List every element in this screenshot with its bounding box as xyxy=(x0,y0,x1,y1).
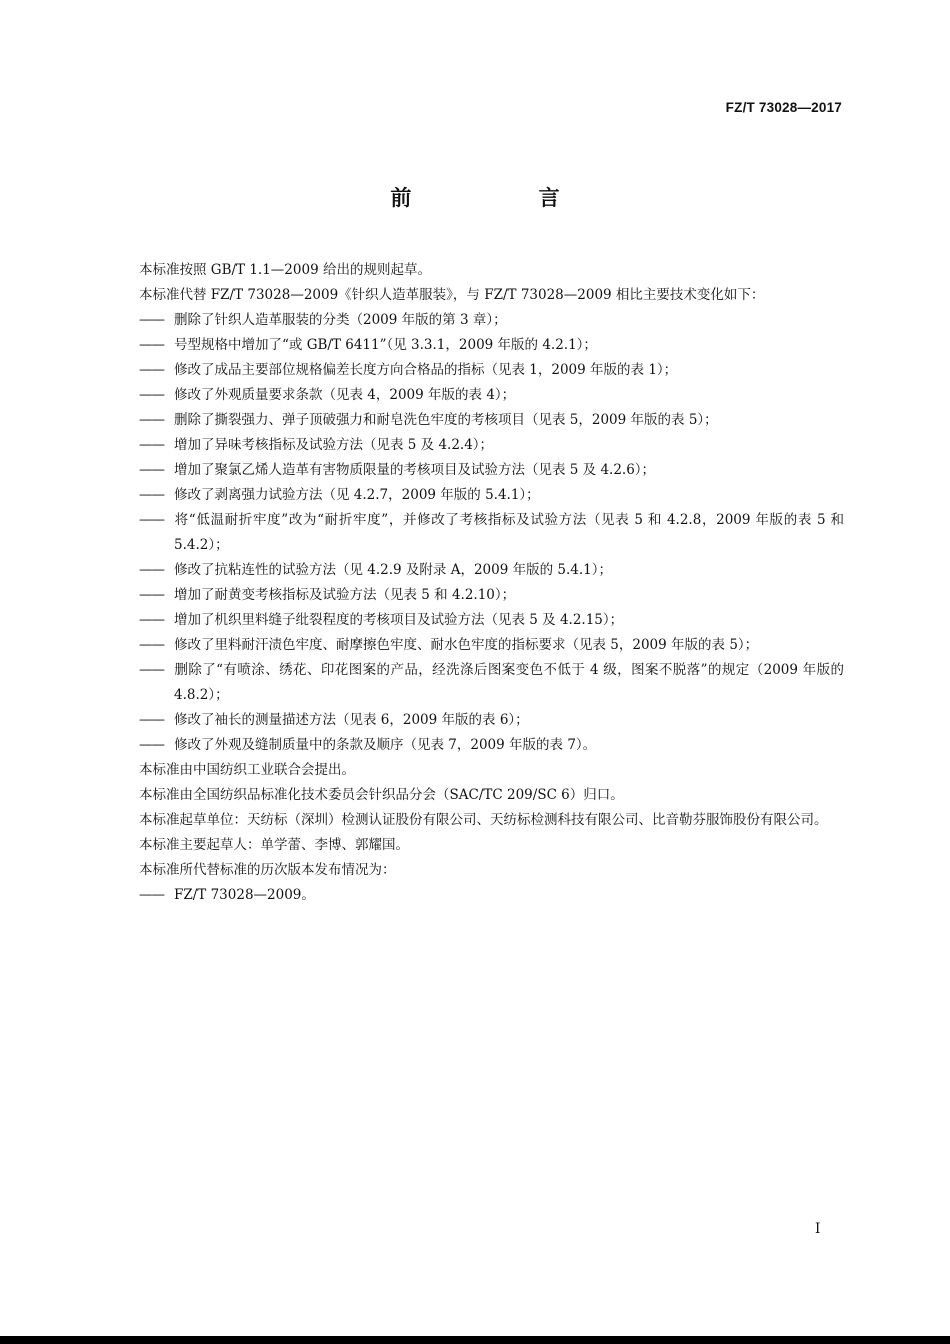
dash-marker: —— xyxy=(139,712,164,728)
dash-marker: —— xyxy=(139,462,164,478)
change-item xyxy=(108,708,844,733)
change-item xyxy=(108,508,844,558)
paragraph-history-intro: 本标准所代替标准的历次版本发布情况为： xyxy=(139,862,396,878)
dash-marker: —— xyxy=(139,437,164,453)
change-text: 号型规格中增加了“或 GB/T 6411”（见 3.3.1，2009 年版的 4.2.1）； xyxy=(174,337,597,353)
change-item xyxy=(108,733,844,758)
change-text: 修改了里料耐汗渍色牢度、耐摩擦色牢度、耐水色牢度的指标要求（见表 5，2009 年版的表 5）； xyxy=(174,637,759,653)
change-text: 将“低温耐折牢度”改为“耐折牢度”，并修改了考核指标及试验方法（见表 5 和 4.2.8，2009 年版的表 5 和 5.4.2）； xyxy=(174,512,844,553)
paragraph-drafters: 本标准主要起草人：单学蕾、李博、郭耀国。 xyxy=(139,837,409,853)
change-item xyxy=(108,358,844,383)
standard-code: FZ/T 73028—2017 xyxy=(725,100,842,115)
change-text: 增加了异味考核指标及试验方法（见表 5 及 4.2.4）； xyxy=(174,437,494,453)
dash-marker: —— xyxy=(139,512,164,528)
dash-marker: —— xyxy=(139,362,164,378)
change-item xyxy=(108,558,844,583)
page-title: 前 言 xyxy=(390,185,620,210)
change-text: 删除了“有喷涂、绣花、印花图案的产品，经洗涤后图案变色不低于 4 级，图案不脱落”的规定（2009 年版的 4.8.2）； xyxy=(174,662,844,703)
change-text: 修改了外观质量要求条款（见表 4，2009 年版的表 4）； xyxy=(174,387,516,403)
dash-marker: —— xyxy=(139,387,164,403)
history-item xyxy=(108,883,844,908)
change-text: 修改了外观及缝制质量中的条款及顺序（见表 7，2009 年版的表 7）。 xyxy=(174,737,597,753)
dash-marker: —— xyxy=(139,312,164,328)
change-item xyxy=(108,583,844,608)
change-item xyxy=(108,433,844,458)
dash-marker: —— xyxy=(139,887,164,903)
paragraph-committee: 本标准由全国纺织品标准化技术委员会针织品分会（SAC/TC 209/SC 6）归口。 xyxy=(139,787,624,803)
dash-marker: —— xyxy=(139,562,164,578)
change-text: 增加了耐黄变考核指标及试验方法（见表 5 和 4.2.10）； xyxy=(174,587,516,603)
paragraph-drafting-units: 本标准起草单位：天纺标（深圳）检测认证股份有限公司、天纺标检测科技有限公司、比音勒芬服饰股份有限公司。 xyxy=(139,812,828,828)
change-item xyxy=(108,333,844,358)
change-item xyxy=(108,308,844,333)
dash-marker: —— xyxy=(139,587,164,603)
dash-marker: —— xyxy=(139,337,164,353)
change-item xyxy=(108,408,844,433)
change-item xyxy=(108,633,844,658)
dash-marker: —— xyxy=(139,662,164,678)
change-text: 修改了抗粘连性的试验方法（见 4.2.9 及附录 A，2009 年版的 5.4.1）； xyxy=(174,562,613,578)
change-text: 修改了袖长的测量描述方法（见表 6，2009 年版的表 6）； xyxy=(174,712,529,728)
change-text: 增加了机织里料缝子纰裂程度的考核项目及试验方法（见表 5 及 4.2.15）； xyxy=(174,612,624,628)
paragraph-replacement: 本标准代替 FZ/T 73028—2009《针织人造革服装》，与 FZ/T 73028—2009 相比主要技术变化如下： xyxy=(139,287,765,303)
bottom-border xyxy=(0,1336,950,1344)
dash-marker: —— xyxy=(139,737,164,753)
change-item xyxy=(108,608,844,633)
dash-marker: —— xyxy=(139,412,164,428)
paragraph-proposer: 本标准由中国纺织工业联合会提出。 xyxy=(139,762,355,778)
dash-marker: —— xyxy=(139,612,164,628)
change-text: 修改了成品主要部位规格偏差长度方向合格品的指标（见表 1，2009 年版的表 1）； xyxy=(174,362,678,378)
dash-marker: —— xyxy=(139,637,164,653)
paragraph-drafting-rule: 本标准按照 GB/T 1.1—2009 给出的规则起草。 xyxy=(139,262,431,278)
change-item xyxy=(108,483,844,508)
foreword-body xyxy=(108,258,844,908)
dash-marker: —— xyxy=(139,487,164,503)
change-text: 删除了撕裂强力、弹子顶破强力和耐皂洗色牢度的考核项目（见表 5，2009 年版的表 5）； xyxy=(174,412,718,428)
change-text: 增加了聚氯乙烯人造革有害物质限量的考核项目及试验方法（见表 5 及 4.2.6）； xyxy=(174,462,656,478)
change-item xyxy=(108,658,844,708)
change-text: 修改了剥离强力试验方法（见 4.2.7，2009 年版的 5.4.1）； xyxy=(174,487,540,503)
history-text: FZ/T 73028—2009。 xyxy=(174,887,315,903)
change-item xyxy=(108,383,844,408)
change-text: 删除了针织人造革服装的分类（2009 年版的第 3 章）； xyxy=(174,312,507,328)
page-number: I xyxy=(815,1221,821,1237)
change-item xyxy=(108,458,844,483)
